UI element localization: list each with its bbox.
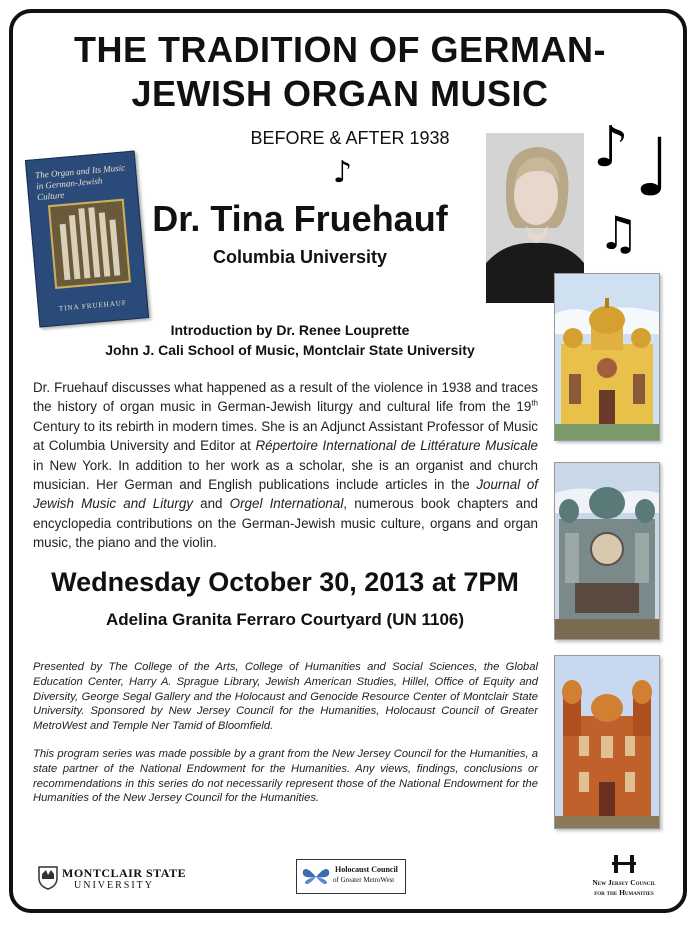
beamed-notes-icon: ♫: [598, 206, 640, 260]
synagogue-painting-brick: [554, 655, 660, 829]
event-venue: Adelina Granita Ferraro Courtyard (UN 1106): [105, 610, 465, 629]
holocaust-council-logo: [296, 859, 406, 894]
bio-publication: Journal of Jewish Music and Liturgy: [33, 477, 538, 512]
bio-text: Century to its rebirth in modern times. She is an Adjunct Assistant Professor of Music at Columbia University and Editor at: [33, 418, 538, 454]
book-author: TINA FRUEHAUF: [58, 298, 128, 313]
montclair-state-logo: [38, 864, 188, 894]
njch-logo: [574, 853, 674, 899]
bio-publication: Orgel International: [229, 496, 344, 512]
quarter-note-icon: ♩: [634, 121, 672, 214]
njch-logo-subtext: for the Humanities: [594, 888, 654, 897]
bio-superscript: th: [531, 398, 538, 408]
event-title: THE TRADITION OF GERMAN-JEWISH ORGAN MUSIC: [74, 29, 606, 114]
montclair-logo-text: MONTCLAIR STATE: [62, 866, 187, 880]
bio-text: and: [192, 496, 230, 512]
sponsors-text: Presented by The College of the Arts, College of Humanities and Social Sciences, the Global Education Center, Harry A. Sprague Library, Jewish American Studies, Hillel, Office of Equity and Diversity, George Segal Gallery and the Holocaust and Genocide Resource Center of Montclair State University. Sponsored by New Jersey Council for the Humanities, Holocaust Council of Greater MetroWest and Temple Ner Tamid of Bloomfield.: [33, 661, 538, 733]
synagogue-painting-teal: [554, 462, 660, 640]
event-date: Wednesday October 30, 2013 at 7PM: [51, 567, 519, 597]
bio-text: , numerous book chapters and encyclopedia contributions on the German-Jewish music culture, organs and organ music, the piano and the violin.: [33, 496, 539, 551]
holocaust-logo-subtext: of Greater MetroWest: [333, 876, 395, 884]
speaker-bio: [33, 378, 538, 553]
book-title: The Organ and Its Music in German-Jewish Culture: [34, 162, 126, 203]
bio-text: in New York. In addition to her work as a scholar, she is an organist and church musician. Her German and English publications include articles in the: [33, 457, 538, 493]
eighth-note-icon: ♪: [593, 115, 629, 180]
holocaust-logo-text: Holocaust Council: [335, 865, 398, 874]
shield-icon: [38, 866, 58, 890]
columns-icon: [610, 853, 638, 875]
introduction-credit: [40, 320, 540, 360]
event-subtitle: BEFORE & AFTER 1938: [250, 128, 450, 148]
bio-publication: Répertoire International de Littérature Musicale: [255, 438, 538, 454]
speaker-affiliation: Columbia University: [212, 247, 388, 267]
bio-text: Dr. Fruehauf discusses what happened as a result of the violence in 1938 and traces the history of organ music in German-Jewish liturgy and cultural life from the 19: [33, 380, 538, 415]
introduction-affiliation: John J. Cali School of Music, Montclair State University: [105, 342, 475, 358]
speaker-name: Dr. Tina Fruehauf: [152, 198, 448, 239]
synagogue-painting-yellow: [554, 273, 660, 441]
eighth-note-icon: ♪: [333, 155, 353, 190]
butterfly-icon: [301, 865, 331, 889]
grant-disclaimer: This program series was made possible by a grant from the New Jersey Council for the Humanities, a state partner of the National Endowment for the Humanities. Any views, findings, conclusions or recommendations in this series do not necessarily represent those of the National Endowment for the Humanities of the New Jersey Council for the Humanities.: [33, 748, 538, 805]
introduction-line: Introduction by Dr. Renee Louprette: [170, 322, 410, 338]
montclair-logo-subtext: UNIVERSITY: [74, 880, 154, 891]
njch-logo-text: New Jersey Council: [592, 878, 656, 887]
